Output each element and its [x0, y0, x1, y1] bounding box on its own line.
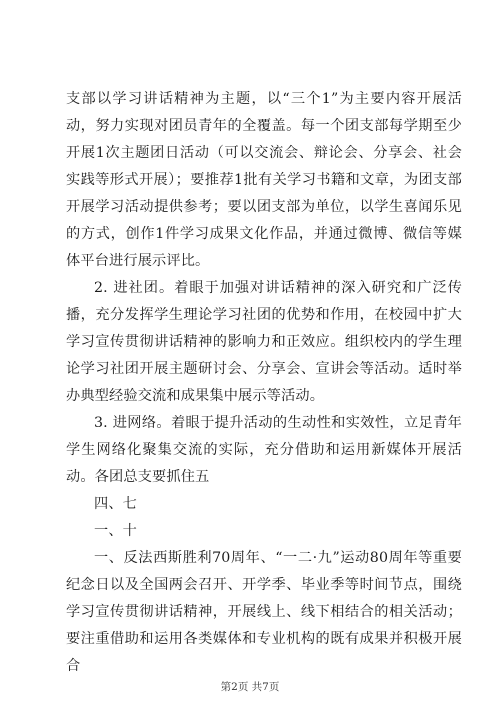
paragraph-join-clubs: 2. 进社团。着眼于加强对讲话精神的深入研究和广泛传播，充分发挥学生理论学习社团的优势和作用，在校园中扩大学习宣传贯彻讲话精神的影响力和正效应。组织校内的学生理论学习社团开展主题研讨会、分享会、宣讲会等活动。适时举办典型经验交流和成果集中展示等活动。 — [66, 280, 462, 404]
paragraph-join-network: 3. 进网络。着眼于提升活动的生动性和实效性，立足青年学生网络化聚集交流的实际，充分借助和运用新媒体开展活动。各团总支要抓住五 — [66, 415, 462, 485]
paragraph-continuation: 支部以学习讲话精神为主题，以“三个1”为主要内容开展活动，努力实现对团员青年的全覆盖。每一个团支部每学期至少开展1次主题团日活动（可以交流会、辩论会、分享会、社会实践等形式开展）；要推荐1批有关学习书籍和文章，为团支部开展学习活动提供参考；要以团支部为单位，以学生喜闻乐见的方式，创作1件学习成果文化作品，并通过微博、微信等媒体平台进行展示评比。 — [66, 91, 462, 269]
document-body — [66, 86, 462, 680]
paragraph-anniversaries: 一、反法西斯胜利70周年、“一二·九”运动80周年等重要纪念日以及全国两会召开、开学季、毕业季等时间节点，围绕学习宣传贯彻讲话精神，开展线上、线下相结合的相关活动；要注重借助和运用各类媒体和专业机构的既有成果并积极开展合 — [66, 550, 462, 674]
paragraph-fragment-one-ten: 一、十 — [94, 523, 138, 539]
paragraph-fragment-four-seven: 四、七 — [94, 496, 138, 512]
page-number-footer: 第2页 共7页 — [220, 681, 280, 693]
